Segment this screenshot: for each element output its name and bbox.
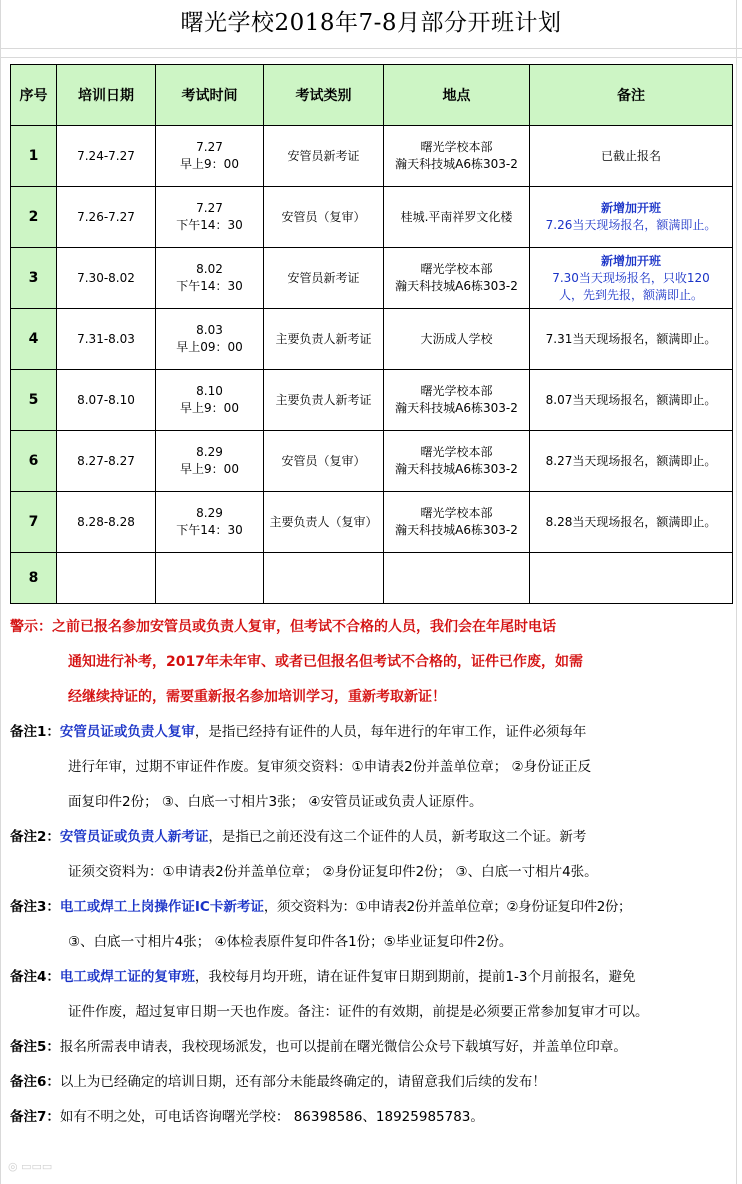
header-note: 备注: [530, 65, 733, 126]
note-7-text: 如有不明之处，可电话咨询曙光学校： 86398586、18925985783。: [59, 1109, 484, 1125]
cell-note: [530, 431, 733, 492]
cell-seq: 8: [11, 553, 57, 604]
header-location: 地点: [384, 65, 530, 126]
cell-exam-time: [156, 431, 264, 492]
cell-location: [384, 187, 530, 248]
cell-date: 7.31-8.03: [57, 309, 156, 370]
note-4-highlight: 电工或焊工证的复审班: [59, 969, 195, 985]
cell-type: 安管员（复审）: [264, 431, 384, 492]
table-row: [11, 370, 733, 431]
exam-clock: 早上9：00: [180, 157, 239, 171]
note-text: 8.28当天现场报名，额满即止。: [545, 514, 717, 529]
cell-date: 7.30-8.02: [57, 248, 156, 309]
header-seq: 序号: [11, 65, 57, 126]
location-line-2: 瀚天科技城A6栋303-2: [395, 401, 518, 415]
note-text: 已截止报名: [600, 148, 661, 163]
table-header-row: [11, 65, 733, 126]
note-text: 7.26当天现场报名，额满即止。: [545, 218, 717, 232]
warning-line-1: [10, 610, 732, 645]
table-row: [11, 431, 733, 492]
cell-seq: 6: [11, 431, 57, 492]
cell-note: [530, 248, 733, 309]
note-6-text: 以上为已经确定的培训日期，还有部分未能最终确定的，请留意我们后续的发布！: [59, 1074, 546, 1090]
exam-date: 8.29: [196, 445, 223, 459]
exam-clock: 早上9：00: [180, 401, 239, 415]
note-1-label: 备注1：: [10, 724, 60, 740]
location-line-2: 瀚天科技城A6栋303-2: [395, 462, 518, 476]
cell-seq: 5: [11, 370, 57, 431]
location-line-1: 曙光学校本部: [420, 262, 493, 276]
note-1: [10, 715, 732, 750]
cell-type: [264, 553, 384, 604]
note-text: 8.07当天现场报名，额满即止。: [545, 392, 717, 407]
table-row: [11, 309, 733, 370]
exam-date: 8.29: [196, 506, 223, 520]
note-1-line-2: 进行年审，过期不审证件作废。复审须交资料：①申请表2份并盖单位章； ②身份证正反: [68, 759, 592, 775]
cell-date: 8.27-8.27: [57, 431, 156, 492]
note-5: [10, 1030, 732, 1065]
watermark-logo-icon: ◎ ▭▭▭: [8, 1160, 53, 1173]
warning-line-3: 经继续持证的，需要重新报名参加培训学习，重新考取新证！: [68, 689, 446, 705]
location-line-1: 桂城.平南祥罗文化楼: [400, 209, 513, 224]
cell-date: 7.24-7.27: [57, 126, 156, 187]
cell-location: [384, 431, 530, 492]
table-row: [11, 492, 733, 553]
note-3-highlight: 电工或焊工上岗操作证IC卡新考证: [59, 899, 264, 915]
note-3-label: 备注3：: [10, 899, 60, 915]
note-6: [10, 1065, 732, 1100]
cell-location: [384, 248, 530, 309]
exam-date: 7.27: [196, 140, 223, 154]
location-line-1: 曙光学校本部: [420, 140, 493, 154]
cell-type: 安管员（复审）: [264, 187, 384, 248]
header-date: 培训日期: [57, 65, 156, 126]
table-row: [11, 187, 733, 248]
note-1-highlight: 安管员证或负责人复审: [59, 724, 195, 740]
cell-location: [384, 553, 530, 604]
warning-label: 警示：: [10, 619, 52, 635]
note-2-highlight: 安管员证或负责人新考证: [59, 829, 209, 845]
exam-clock: 下午14：30: [176, 279, 243, 293]
cell-note: [530, 370, 733, 431]
page-title: 曙光学校2018年7-8月部分开班计划: [180, 10, 562, 36]
note-6-label: 备注6：: [10, 1074, 60, 1090]
cell-date: 7.26-7.27: [57, 187, 156, 248]
exam-date: 8.02: [196, 262, 223, 276]
cell-type: 主要负责人（复审）: [264, 492, 384, 553]
cell-exam-time: [156, 248, 264, 309]
location-line-1: 大沥成人学校: [420, 331, 493, 346]
note-5-label: 备注5：: [10, 1039, 60, 1055]
cell-location: [384, 492, 530, 553]
note-text: 7.30当天现场报名，只收120人，先到先报，额满即止。: [552, 270, 710, 302]
note-4: [10, 960, 732, 995]
location-line-2: 瀚天科技城A6栋303-2: [395, 157, 518, 171]
cell-seq: 3: [11, 248, 57, 309]
note-4-line-2: 证件作废，超过复审日期一天也作废。备注：证件的有效期，前提是必须要正常参加复审才可以。: [68, 1004, 649, 1020]
grid-line: [0, 57, 742, 58]
note-3-line-2: ③、白底一寸相片4张； ④体检表原件复印件各1份；⑤毕业证复印件2份。: [68, 934, 513, 950]
table-row: [11, 248, 733, 309]
note-2-text: ，是指已之前还没有这二个证件的人员，新考取这二个证。新考: [208, 829, 587, 845]
note-5-text: 报名所需表申请表，我校现场派发，也可以提前在曙光微信公众号下载填写好，并盖单位印章。: [59, 1039, 627, 1055]
warning-line-2: 通知进行补考，2017年未年审、或者已但报名但考试不合格的，证件已作废，如需: [68, 654, 583, 670]
location-line-1: 曙光学校本部: [420, 384, 493, 398]
cell-exam-time: [156, 553, 264, 604]
cell-note: [530, 492, 733, 553]
note-title: 新增加开班: [600, 201, 661, 215]
cell-type: 主要负责人新考证: [264, 370, 384, 431]
header-exam-type: 考试类别: [264, 65, 384, 126]
note-1-line-3: 面复印件2份； ③、白底一寸相片3张； ④安管员证或负责人证原件。: [68, 794, 483, 810]
cell-type: 安管员新考证: [264, 126, 384, 187]
note-2: [10, 820, 732, 855]
cell-note: [530, 553, 733, 604]
grid-line: [736, 0, 737, 1184]
location-line-1: 曙光学校本部: [420, 506, 493, 520]
note-text: 8.27当天现场报名，额满即止。: [545, 453, 717, 468]
cell-date: [57, 553, 156, 604]
exam-date: 8.03: [196, 323, 223, 337]
note-7-label: 备注7：: [10, 1109, 60, 1125]
cell-date: 8.28-8.28: [57, 492, 156, 553]
schedule-table: [10, 64, 733, 604]
cell-exam-time: [156, 126, 264, 187]
note-3: [10, 890, 732, 925]
cell-note: [530, 187, 733, 248]
exam-clock: 早上09：00: [176, 340, 243, 354]
exam-date: 8.10: [196, 384, 223, 398]
warning-text-1: 之前已报名参加安管员或负责人复审，但考试不合格的人员，我们会在年尾时电话: [52, 619, 556, 635]
note-text: 7.31当天现场报名，额满即止。: [545, 331, 717, 346]
header-exam-time: 考试时间: [156, 65, 264, 126]
cell-type: 安管员新考证: [264, 248, 384, 309]
cell-exam-time: [156, 309, 264, 370]
cell-type: 主要负责人新考证: [264, 309, 384, 370]
note-4-label: 备注4：: [10, 969, 60, 985]
grid-line: [0, 48, 742, 49]
cell-seq: 7: [11, 492, 57, 553]
note-7: [10, 1100, 732, 1135]
note-4-text: ，我校每月均开班，请在证件复审日期到期前，提前1-3个月前报名，避免: [194, 969, 636, 985]
location-line-2: 瀚天科技城A6栋303-2: [395, 279, 518, 293]
note-title: 新增加开班: [600, 253, 661, 268]
table-row: [11, 126, 733, 187]
cell-location: [384, 126, 530, 187]
location-line-2: 瀚天科技城A6栋303-2: [395, 523, 518, 537]
cell-exam-time: [156, 492, 264, 553]
cell-exam-time: [156, 187, 264, 248]
cell-location: [384, 309, 530, 370]
notes-section: [10, 610, 732, 1135]
cell-seq: 1: [11, 126, 57, 187]
cell-location: [384, 370, 530, 431]
note-1-text: ，是指已经持有证件的人员，每年进行的年审工作，证件必须每年: [194, 724, 587, 740]
table-row: [11, 553, 733, 604]
note-3-text: ，须交资料为：①申请表2份并盖单位章；②身份证复印件2份；: [263, 899, 632, 915]
cell-seq: 2: [11, 187, 57, 248]
exam-clock: 下午14：30: [176, 218, 243, 232]
cell-date: 8.07-8.10: [57, 370, 156, 431]
cell-note: [530, 309, 733, 370]
exam-date: 7.27: [196, 201, 223, 215]
cell-seq: 4: [11, 309, 57, 370]
exam-clock: 下午14：30: [176, 523, 243, 537]
cell-note: [530, 126, 733, 187]
note-2-label: 备注2：: [10, 829, 60, 845]
location-line-1: 曙光学校本部: [420, 445, 493, 459]
note-2-line-2: 证须交资料为：①申请表2份并盖单位章； ②身份证复印件2份； ③、白底一寸相片4张。: [68, 864, 598, 880]
exam-clock: 早上9：00: [180, 462, 239, 476]
grid-line: [0, 0, 1, 1184]
cell-exam-time: [156, 370, 264, 431]
